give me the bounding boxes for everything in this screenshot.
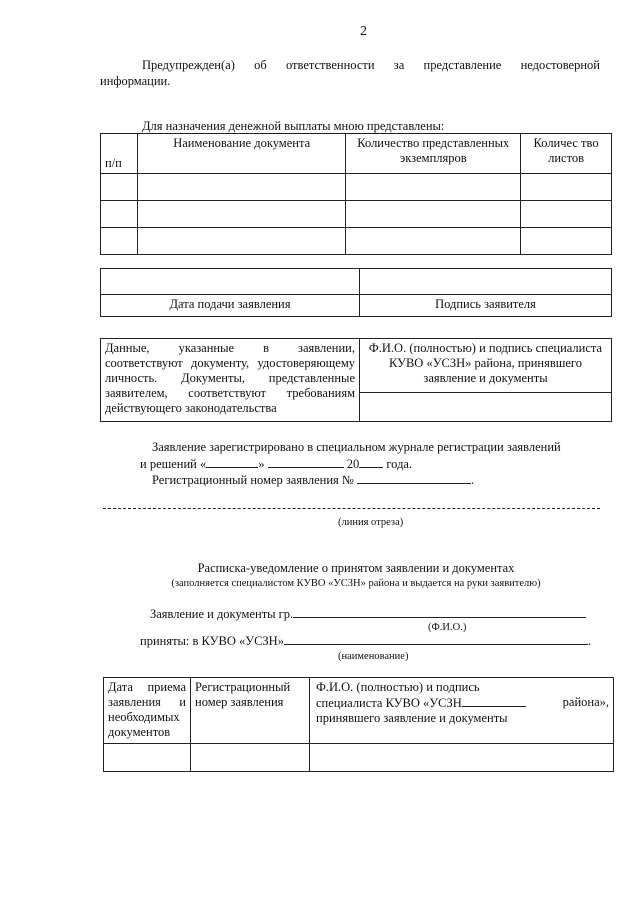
table-row <box>101 201 612 228</box>
table-cell[interactable] <box>521 174 612 201</box>
cut-line <box>103 508 600 509</box>
warning-word: за <box>393 58 405 72</box>
receipt-regnum-field[interactable] <box>191 744 310 772</box>
registration-number-field[interactable] <box>357 472 471 484</box>
registration-year-prefix: 20 <box>346 457 360 471</box>
docs-intro: Для назначения денежной выплаты мною представлены: <box>142 119 445 133</box>
sign-input-row <box>101 269 612 295</box>
receipt-date-header: Дата приема заявления и необходимых документов <box>104 678 191 744</box>
table-row <box>101 228 612 255</box>
signature-label: Подпись заявителя <box>360 295 612 317</box>
verify-statement: Данные, указанные в заявлении, соответствуют документу, удостоверяющему личность. Документы, представленные заявителем, соответствуют требованиям действующего законодательства <box>101 339 360 422</box>
receipt-line-2 <box>140 633 591 649</box>
table-cell[interactable] <box>346 201 521 228</box>
verify-row <box>101 339 612 393</box>
sign-label-row <box>101 295 612 317</box>
registration-number-end: . <box>470 473 475 487</box>
table-cell[interactable] <box>101 228 138 255</box>
table-cell[interactable] <box>346 174 521 201</box>
receipt-org-end: . <box>587 634 592 648</box>
receipt-specialist-field[interactable] <box>310 744 614 772</box>
col-sheets-header: Количес тво листов <box>521 134 612 174</box>
warning-word: недостоверной <box>520 58 600 72</box>
registration-year-field[interactable] <box>359 456 383 468</box>
receipt-org-label: приняты: в КУВО «УСЗН» <box>140 634 284 648</box>
warning-line-2: информации. <box>100 74 171 88</box>
registration-line-1: Заявление зарегистрировано в специальном журнале регистрации заявлений <box>152 440 561 454</box>
receipt-specialist-line-3: принявшего заявление и документы <box>316 711 508 725</box>
registration-quote: » <box>258 457 265 471</box>
organization-field[interactable] <box>284 633 588 645</box>
registration-day-field[interactable] <box>206 456 258 468</box>
receipt-name-caption: (Ф.И.О.) <box>428 622 467 633</box>
receipt-line-1 <box>150 606 586 622</box>
col-name-header: Наименование документа <box>137 134 346 174</box>
documents-header-row <box>101 134 612 174</box>
warning-word: представление <box>423 58 502 72</box>
registration-line-3 <box>152 472 474 488</box>
table-cell[interactable] <box>137 201 346 228</box>
verify-table <box>100 338 612 422</box>
specialist-caption: Ф.И.О. (полностью) и подпись специалиста КУВО «УСЗН» района, принявшего заявление и документы <box>360 339 612 393</box>
warning-word: об <box>254 58 267 72</box>
warning-word: Предупрежден(а) <box>142 58 235 72</box>
col-num-header: п/п <box>101 134 138 174</box>
table-cell[interactable] <box>101 201 138 228</box>
receipt-org-caption: (наименование) <box>338 651 409 662</box>
receipt-header-row <box>104 678 614 744</box>
receipt-specialist-header <box>310 678 614 744</box>
registration-prefix: и решений « <box>140 457 207 471</box>
receipt-specialist-line-1: Ф.И.О. (полностью) и подпись <box>316 680 480 694</box>
table-row <box>101 174 612 201</box>
receipt-specialist-line-2 <box>316 695 609 711</box>
specialist-signature-field[interactable] <box>360 393 612 422</box>
receipt-title: Расписка-уведомление о принятом заявлении и документах <box>197 561 515 575</box>
col-count-header: Количество представленных экземпляров <box>346 134 521 174</box>
registration-year-suffix: года. <box>386 457 413 471</box>
sign-table <box>100 268 612 317</box>
warning-line-1 <box>142 58 600 73</box>
table-cell[interactable] <box>101 174 138 201</box>
date-label: Дата подачи заявления <box>101 295 360 317</box>
receipt-district-field[interactable] <box>462 695 526 707</box>
warning-word: ответственности <box>285 58 375 72</box>
date-field[interactable] <box>101 269 360 295</box>
receipt-table <box>103 677 614 772</box>
table-cell[interactable] <box>346 228 521 255</box>
receipt-date-field[interactable] <box>104 744 191 772</box>
registration-month-field[interactable] <box>268 456 344 468</box>
receipt-specialist-text-b: района», <box>562 695 609 709</box>
applicant-name-field[interactable] <box>293 606 586 618</box>
receipt-name-label: Заявление и документы гр. <box>150 607 294 621</box>
receipt-specialist-text-a: специалиста КУВО «УСЗН <box>316 696 462 710</box>
registration-number-label: Регистрационный номер заявления № <box>152 473 354 487</box>
receipt-subtitle: (заполняется специалистом КУВО «УСЗН» района и выдается на руки заявителю) <box>171 578 541 589</box>
table-cell[interactable] <box>521 201 612 228</box>
page-number: 2 <box>360 24 367 39</box>
documents-table <box>100 133 612 255</box>
table-cell[interactable] <box>521 228 612 255</box>
table-cell[interactable] <box>137 228 346 255</box>
registration-line-2 <box>140 456 412 472</box>
table-row <box>104 744 614 772</box>
table-cell[interactable] <box>137 174 346 201</box>
receipt-regnum-header: Регистрационный номер заявления <box>191 678 310 744</box>
signature-field[interactable] <box>360 269 612 295</box>
cut-line-label: (линия отреза) <box>338 517 404 528</box>
